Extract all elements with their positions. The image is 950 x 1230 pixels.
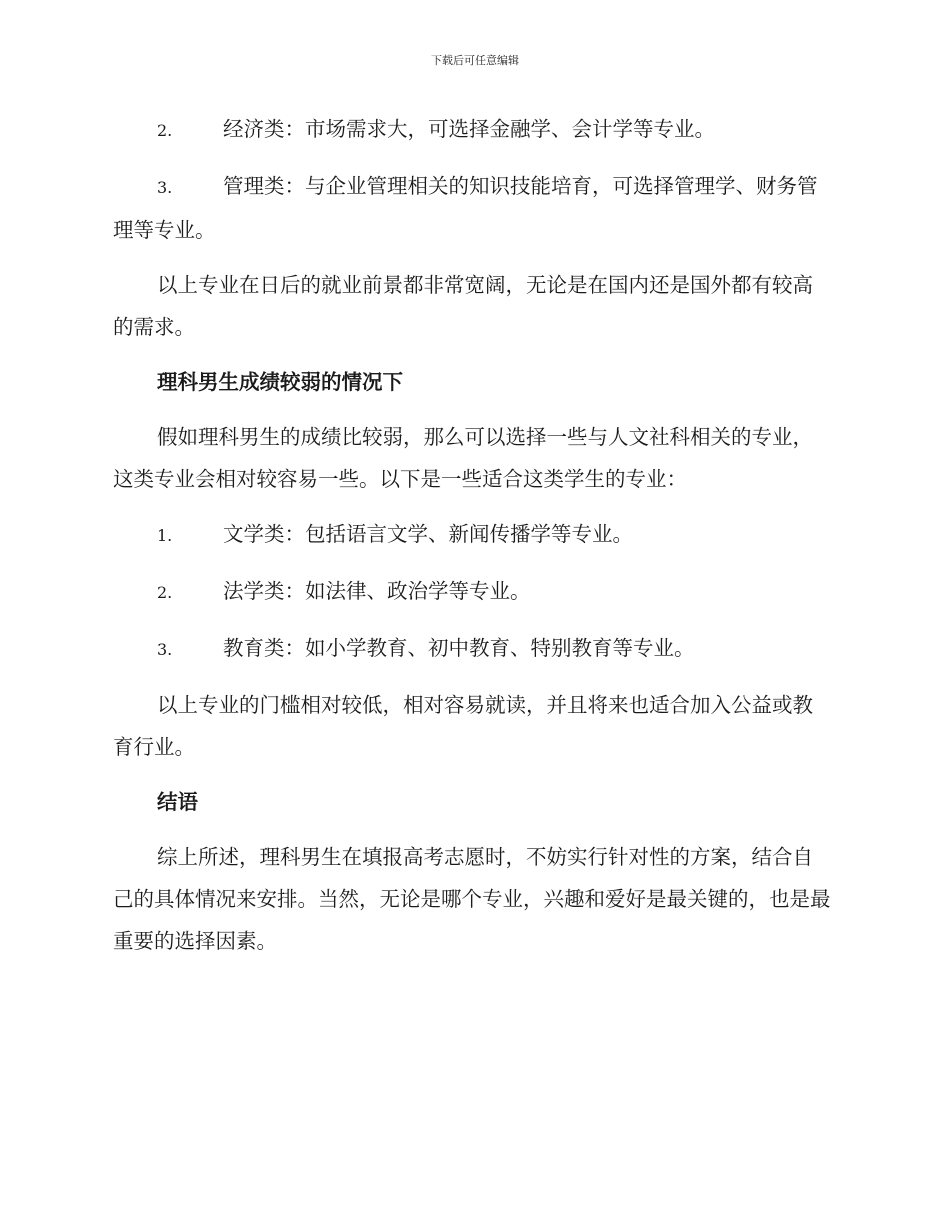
section-heading-conclusion: 结语 [157, 790, 198, 814]
list-text: 文学类：包括语言文学、新闻传播学等专业。 [223, 522, 633, 546]
list-item-management [113, 165, 833, 251]
document-body [113, 108, 833, 975]
paragraph-outlook: 以上专业在日后的就业前景都非常宽阔，无论是在国内还是国外都有较高的需求。 [113, 273, 813, 339]
list-number: 2. [157, 583, 173, 602]
list-number: 2. [157, 121, 173, 140]
paragraph-threshold: 以上专业的门槛相对较低，相对容易就读，并且将来也适合加入公益或教育行业。 [113, 693, 813, 759]
paragraph-weak-grades: 假如理科男生的成绩比较弱，那么可以选择一些与人文社科相关的专业，这类专业会相对较容易一些。以下是一些适合这类学生的专业： [113, 425, 813, 491]
section-heading-weak-grades: 理科男生成绩较弱的情况下 [157, 370, 403, 394]
list-text: 管理类：与企业管理相关的知识技能培育，可选择管理学、财务管理等专业。 [113, 174, 818, 242]
paragraph-conclusion: 综上所述，理科男生在填报高考志愿时，不妨实行针对性的方案，结合自己的具体情况来安排。当然，无论是哪个专业，兴趣和爱好是最关键的，也是最重要的选择因素。 [113, 845, 831, 953]
page-header: 下载后可任意编辑 [431, 54, 519, 67]
list-number: 1. [157, 526, 173, 545]
list-item-economics [113, 108, 833, 152]
list-item-education [113, 627, 833, 671]
list-number: 3. [157, 178, 173, 197]
list-item-literature [113, 513, 833, 557]
list-text: 法学类：如法律、政治学等专业。 [223, 579, 531, 603]
list-text: 经济类：市场需求大，可选择金融学、会计学等专业。 [223, 117, 715, 141]
list-item-law [113, 570, 833, 614]
list-text: 教育类：如小学教育、初中教育、特别教育等专业。 [223, 636, 695, 660]
list-number: 3. [157, 640, 173, 659]
